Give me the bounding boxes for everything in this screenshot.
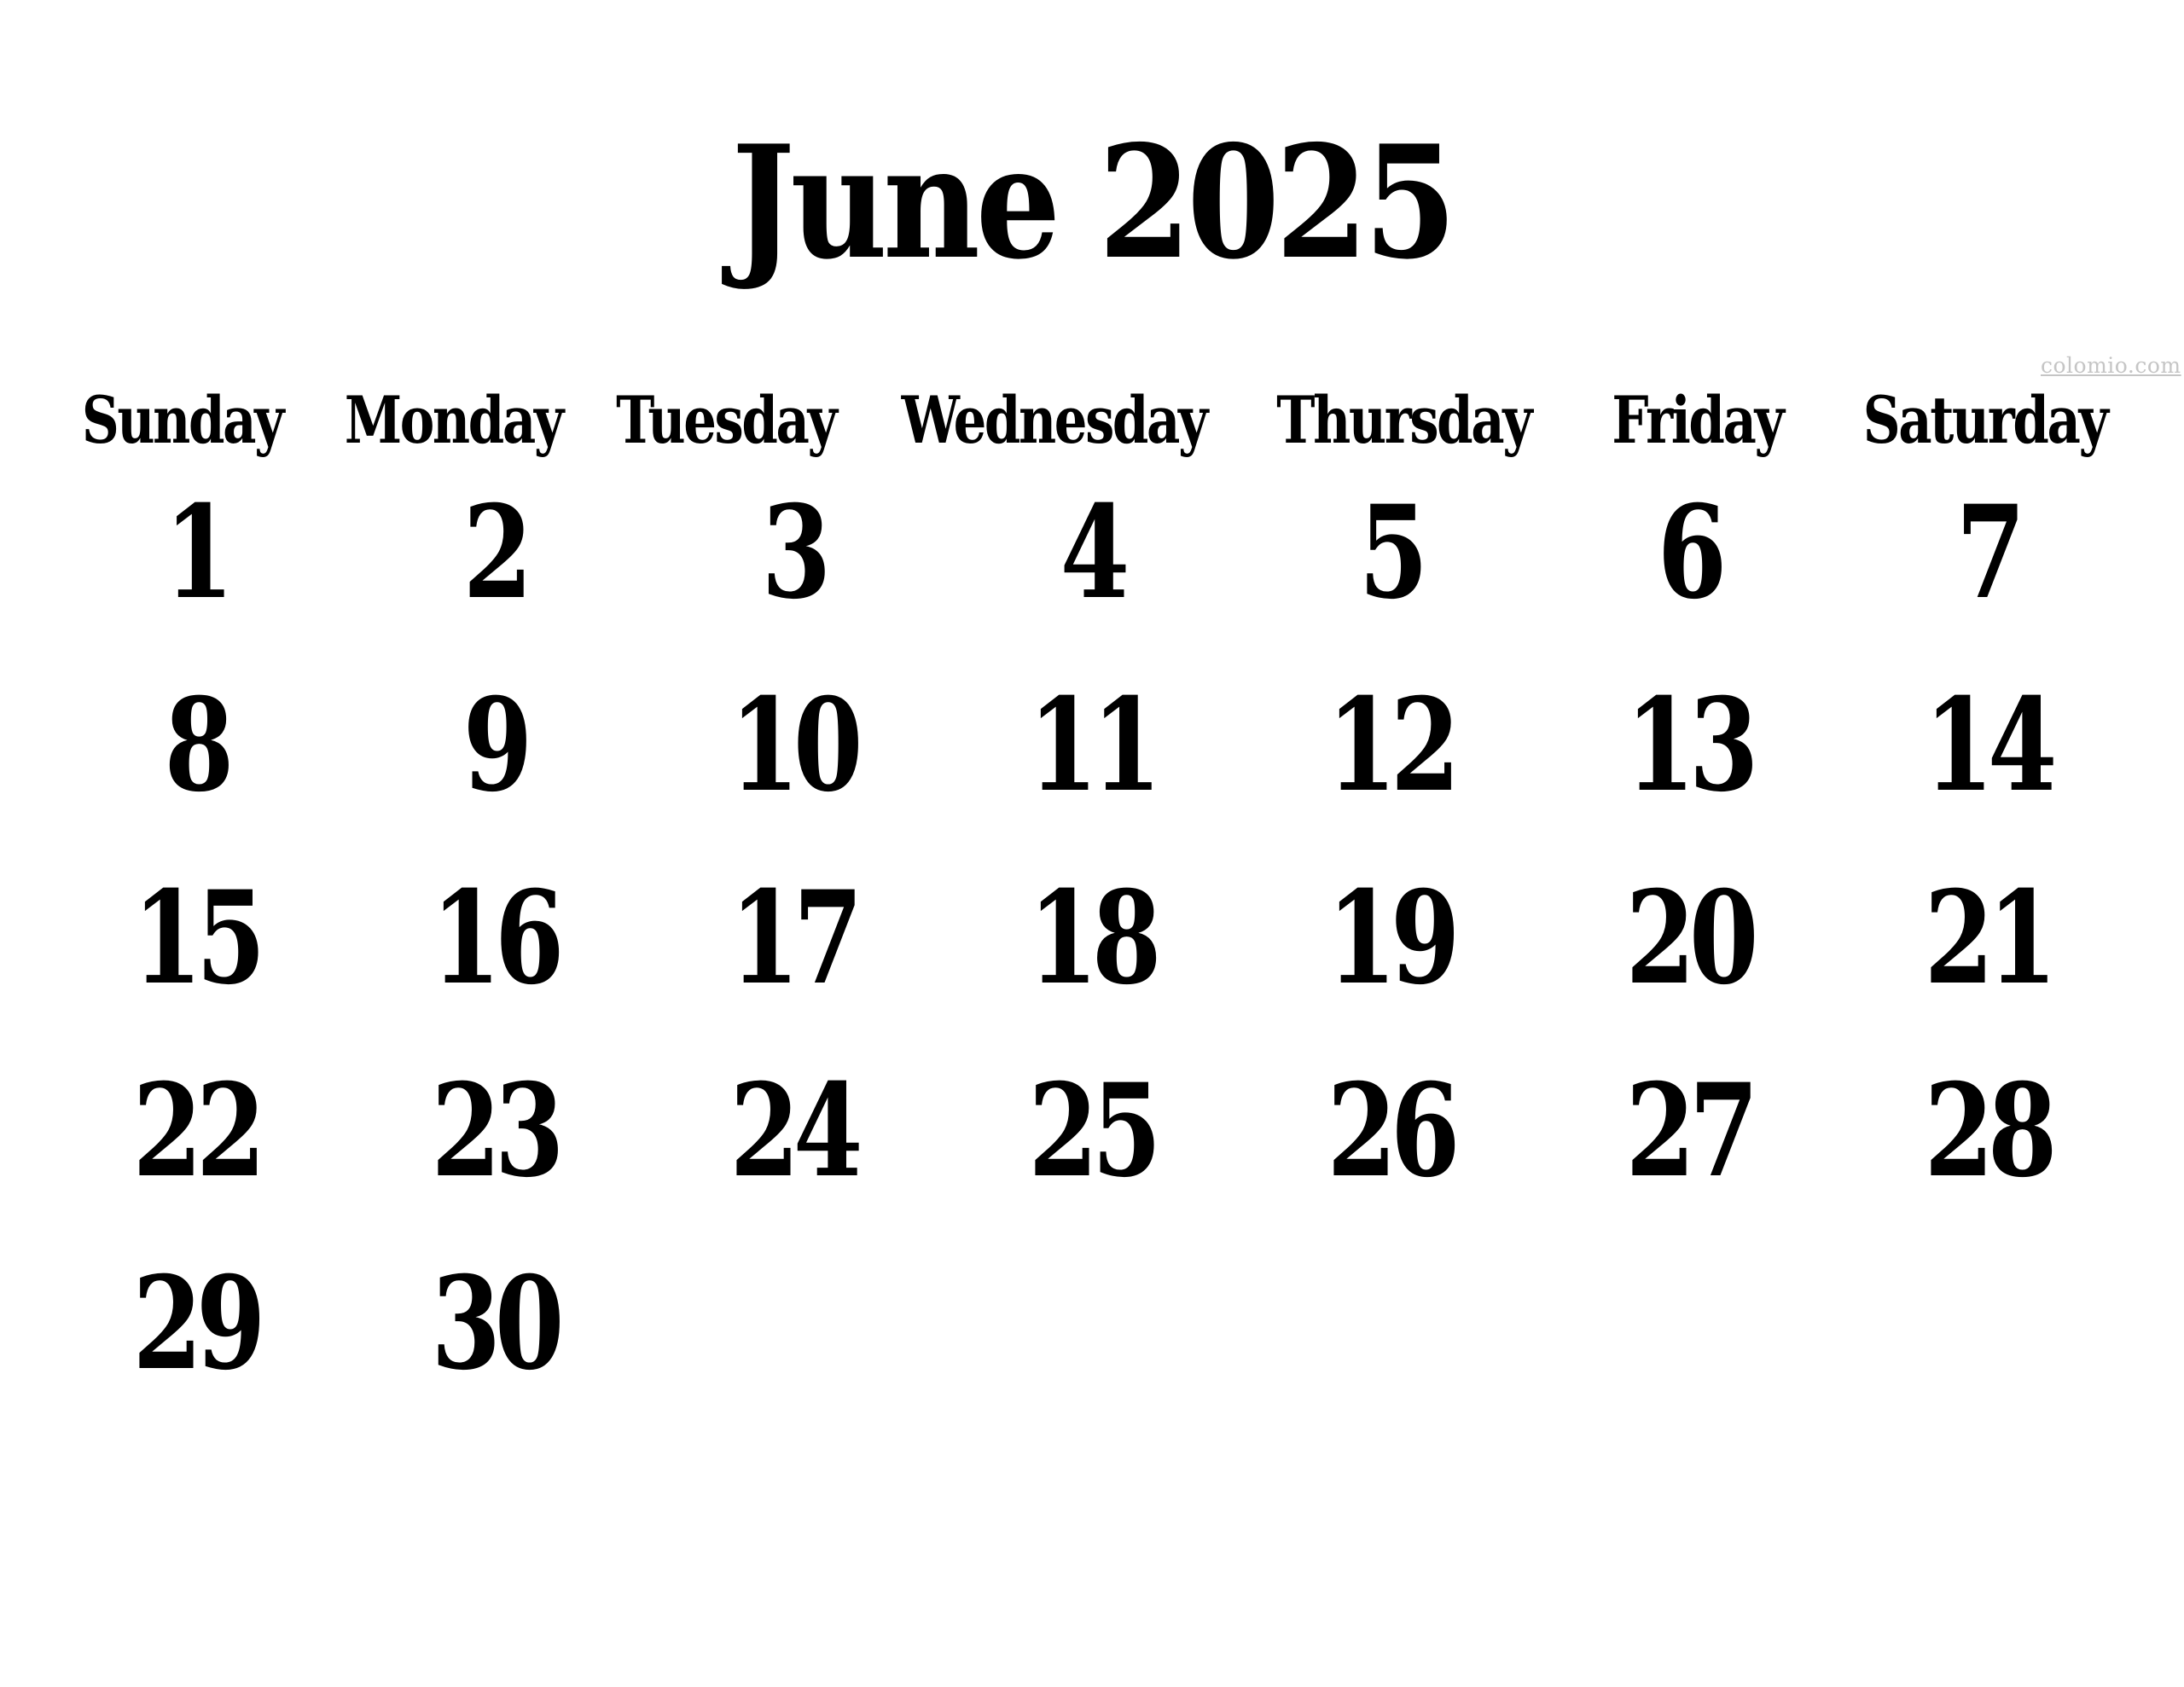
- date-cell: 3: [761, 478, 826, 628]
- date-cell: 25: [1028, 1056, 1156, 1206]
- weekday-thursday: Thursday: [1275, 382, 1531, 458]
- date-cell: 7: [1955, 478, 2020, 628]
- date-cell: 2: [462, 478, 527, 628]
- date-cell: 14: [1924, 670, 2052, 820]
- weekday-header-row: [47, 374, 2137, 467]
- date-cell: 24: [729, 1056, 857, 1206]
- date-cell: 11: [1028, 670, 1156, 820]
- date-cell: [1872, 1227, 2105, 1420]
- date-cell: 9: [462, 670, 527, 820]
- weekday-wednesday: Wednesday: [901, 382, 1206, 458]
- weekday-tuesday: Tuesday: [616, 382, 836, 458]
- weekday-friday: Friday: [1612, 382, 1783, 458]
- date-cell: 22: [132, 1056, 260, 1206]
- date-cell: 4: [1060, 478, 1124, 628]
- date-cell: 20: [1625, 863, 1753, 1013]
- date-cell: 26: [1327, 1056, 1455, 1206]
- date-cell: 10: [729, 670, 857, 820]
- date-cell: 17: [729, 863, 857, 1013]
- calendar-title: June 2025: [731, 111, 1453, 293]
- weekday-sunday: Sunday: [81, 382, 283, 458]
- date-cell: 19: [1327, 863, 1455, 1013]
- watermark-text: colomio.com: [2041, 353, 2181, 378]
- date-cell: 27: [1625, 1056, 1753, 1206]
- date-cell: 28: [1924, 1056, 2052, 1206]
- date-cell: 16: [431, 863, 559, 1013]
- date-cell: 13: [1625, 670, 1753, 820]
- date-cell: 15: [132, 863, 260, 1013]
- date-cell: 29: [132, 1249, 260, 1399]
- date-cell: 5: [1358, 478, 1423, 628]
- date-grid: [47, 456, 2137, 1420]
- date-cell: [677, 1227, 910, 1420]
- date-cell: [1573, 1227, 1806, 1420]
- date-cell: 6: [1657, 478, 1722, 628]
- date-cell: 30: [431, 1249, 559, 1399]
- date-cell: 18: [1028, 863, 1156, 1013]
- date-cell: [1275, 1227, 1507, 1420]
- weekday-monday: Monday: [344, 382, 562, 458]
- date-cell: 1: [164, 478, 229, 628]
- date-cell: 21: [1924, 863, 2052, 1013]
- date-cell: 12: [1327, 670, 1455, 820]
- weekday-saturday: Saturday: [1862, 382, 2107, 458]
- date-cell: 23: [431, 1056, 559, 1206]
- date-cell: [976, 1227, 1209, 1420]
- date-cell: 8: [164, 670, 229, 820]
